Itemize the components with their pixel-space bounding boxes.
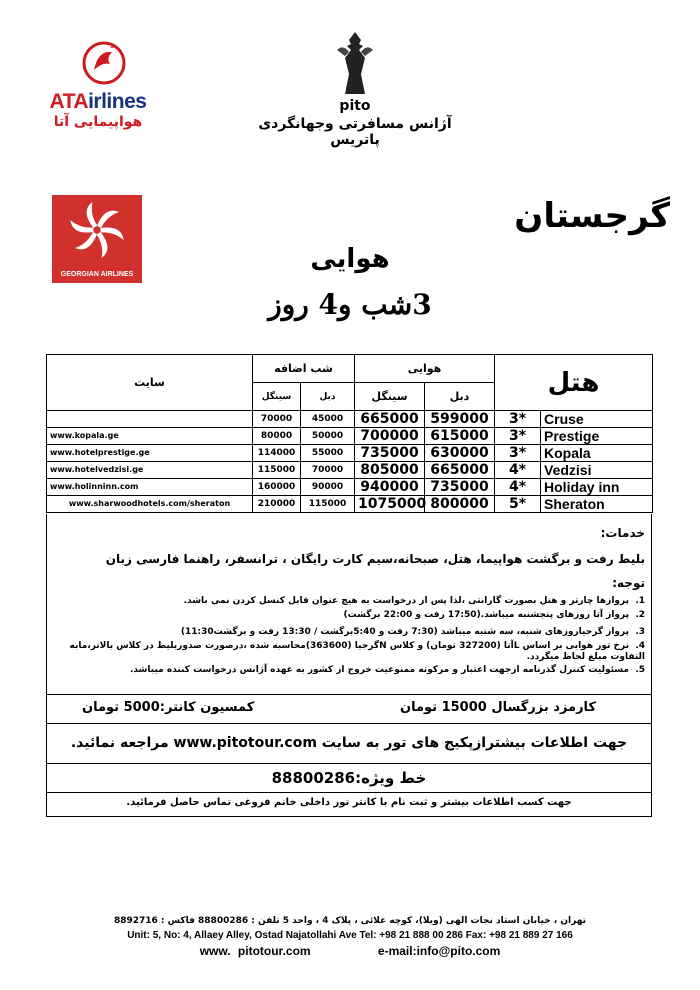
more-info-text: جهت اطلاعات بیشترازپکیج های تور به سایت www.pitotour.com مراجعه نمائید. xyxy=(70,735,628,751)
adult-fee: کارمزد بزرگسال 15000 تومان xyxy=(399,700,596,715)
air-double-cell: 665000 xyxy=(425,462,495,479)
country-title: گرجستان xyxy=(514,196,670,236)
air-single-cell: 665000 xyxy=(355,411,425,428)
website-link[interactable]: www. pitotour.com xyxy=(199,944,311,958)
ata-airlines-logo xyxy=(44,40,152,130)
price-table xyxy=(46,354,653,513)
tour-duration: 3شب و4 روز xyxy=(268,288,432,321)
star-cell: 3* xyxy=(495,428,541,445)
footer-contacts xyxy=(0,944,700,958)
air-single-cell: 700000 xyxy=(355,428,425,445)
hotel-header: هتل xyxy=(495,355,653,411)
note-item: 1.پروازها چارتر و هتل بصورت گارانتی ،لذا پس از درخواست به هیچ عنوان قابل کنسل کردن نمی باشد. xyxy=(183,596,645,606)
note-item: 5.مسئولیت کنترل گذرنامه ازجهت اعتبار و مرکونه ممنوعیت خروج از کشور به عهده آژانس درخواست کننده میباشد. xyxy=(129,665,645,675)
site-cell: www.holinninn.com xyxy=(47,479,253,496)
notes-label: توجه: xyxy=(612,576,645,590)
services-label: خدمات: xyxy=(600,526,645,540)
air-single-cell: 1075000 xyxy=(355,496,425,513)
air-single-cell: 805000 xyxy=(355,462,425,479)
table-row xyxy=(47,462,653,479)
pito-logo xyxy=(255,30,455,150)
footer xyxy=(0,916,700,958)
air-single-header: سینگل xyxy=(355,383,425,411)
extra-double-cell: 90000 xyxy=(301,479,355,496)
table-row xyxy=(47,445,653,462)
air-single-cell: 735000 xyxy=(355,445,425,462)
rooster-icon xyxy=(80,40,128,86)
star-cell: 5* xyxy=(495,496,541,513)
extra-single-cell: 115000 xyxy=(253,462,301,479)
extra-single-cell: 160000 xyxy=(253,479,301,496)
star-cell: 4* xyxy=(495,479,541,496)
services-text: بلیط رفت و برگشت هواپیما، هتل، صبحانه،سیم کارت رایگان ، ترانسفر، راهنما فارسی زبان xyxy=(105,552,645,566)
air-double-cell: 630000 xyxy=(425,445,495,462)
more-info-row xyxy=(47,723,651,764)
air-double-cell: 800000 xyxy=(425,496,495,513)
air-single-cell: 940000 xyxy=(355,479,425,496)
ata-persian-text: هواپیمایی آتا xyxy=(53,114,143,130)
contact-row xyxy=(47,793,651,816)
contact-text: جهت کسب اطلاعات بیشتر و ثبت نام با کانتر تور داخلی خانم فروغی تماس حاصل فرمائید. xyxy=(126,797,572,808)
address-en: Unit: 5, No: 4, Allaey Alley, Ostad Najatollahi Ave Tel: +98 21 888 00 286 Fax: +98 21 889 27 166 xyxy=(127,930,573,941)
table-row xyxy=(47,479,653,496)
pito-subtitle: آژانس مسافرتی وجهانگردی پاتریس xyxy=(258,116,452,148)
hotel-name-cell: Holiday inn xyxy=(541,479,653,496)
extra-single-cell: 210000 xyxy=(253,496,301,513)
star-cell: 3* xyxy=(495,445,541,462)
air-double-cell: 599000 xyxy=(425,411,495,428)
extra-double-cell: 70000 xyxy=(301,462,355,479)
table-row xyxy=(47,411,653,428)
persian-guard-icon xyxy=(335,30,375,96)
extra-double-cell: 55000 xyxy=(301,445,355,462)
extra-double-cell: 45000 xyxy=(301,411,355,428)
table-row xyxy=(47,428,653,445)
hotel-name-cell: Prestige xyxy=(541,428,653,445)
site-cell: www.sharwoodhotels.com/sheraton xyxy=(47,496,253,513)
air-double-cell: 735000 xyxy=(425,479,495,496)
extra-single-header: سینگل xyxy=(253,383,301,411)
table-row xyxy=(47,496,653,513)
air-double-cell: 615000 xyxy=(425,428,495,445)
hotel-name-cell: Cruse xyxy=(541,411,653,428)
georgian-airlines-text: GEORGIAN AIRLINES xyxy=(60,271,134,278)
counter-commission: کمسیون کانتر:5000 تومان xyxy=(82,700,255,715)
extra-double-cell: 50000 xyxy=(301,428,355,445)
hotel-name-cell: Vedzisi xyxy=(541,462,653,479)
star-cell: 3* xyxy=(495,411,541,428)
extra-double-cell: 115000 xyxy=(301,496,355,513)
air-double-header: دبل xyxy=(425,383,495,411)
note-item: 4.نرخ تور هوایی بر اساس Lآتا (327200 تومان) و کلاس Nگرجیا (363600)محاسبه شده ،درصورت صدوربلیط در کلاس بالاتر،مابه التفاوت مبلغ لحاظ میگردد. xyxy=(69,641,645,662)
extra-single-cell: 70000 xyxy=(253,411,301,428)
site-cell xyxy=(47,411,253,428)
extra-double-header: دبل xyxy=(301,383,355,411)
star-cell: 4* xyxy=(495,462,541,479)
air-header: هوایی xyxy=(355,355,495,383)
site-cell: www.hotelvedzisi.ge xyxy=(47,462,253,479)
address-fa: تهران ، خیابان استاد نجات الهی (ویلا)، کوچه علائی ، پلاک 4 ، واحد 5 تلفن : 88800286 فاکس : 8892716 xyxy=(113,916,587,926)
pito-name: pito xyxy=(339,98,371,114)
note-item: 3.پرواز گرجیاروزهای شنبه، سه شنبه میباشد (7:30 رفت و 5:40برگشت / 13:30 رفت و برگشت11:30) xyxy=(180,627,645,637)
extra-single-cell: 80000 xyxy=(253,428,301,445)
site-cell: www.hotelprestige.ge xyxy=(47,445,253,462)
hotel-name-cell: Kopala xyxy=(541,445,653,462)
hotline-row xyxy=(47,764,651,793)
hotel-name-cell: Sheraton xyxy=(541,496,653,513)
fees-row xyxy=(47,694,651,724)
ata-brand-text: ATAirlines xyxy=(49,90,147,113)
hotline-text: خط ویژه:88800286 xyxy=(271,769,427,787)
site-cell: www.kopala.ge xyxy=(47,428,253,445)
site-header: سایت xyxy=(47,355,253,411)
extra-single-cell: 114000 xyxy=(253,445,301,462)
note-item: 2.پرواز آتا روزهای پنجشنبه میباشد.(17:50 رفت و 22:00 برگشت) xyxy=(343,610,645,620)
email-link[interactable]: e-mail:info@pito.com xyxy=(377,944,501,958)
info-box xyxy=(46,514,652,817)
extra-night-header: شب اضافه xyxy=(253,355,355,383)
transport-type: هوایی xyxy=(310,244,390,274)
